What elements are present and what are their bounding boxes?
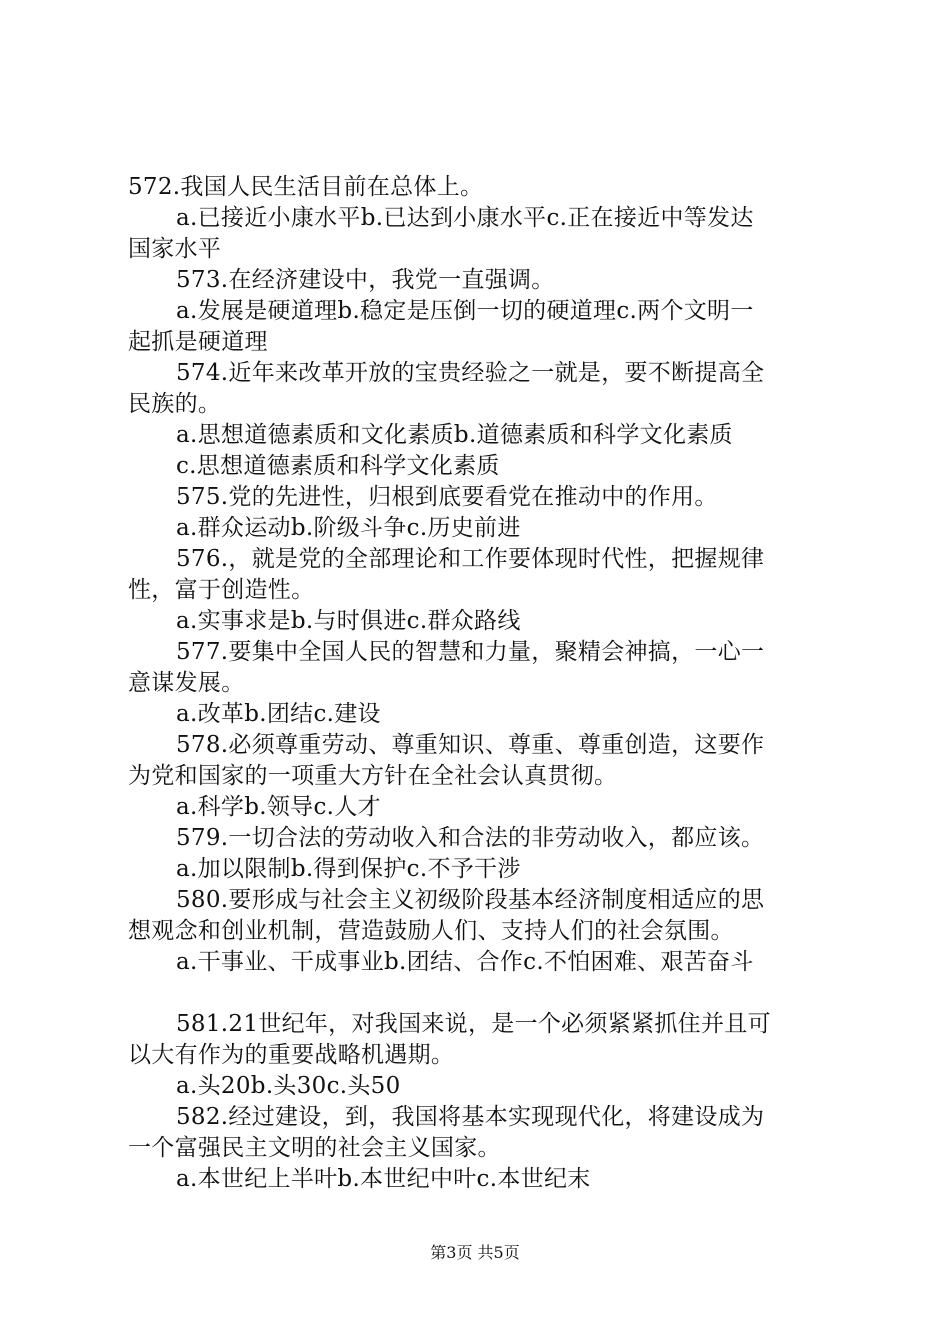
options-576: a.实事求是b.与时俱进c.群众路线 bbox=[176, 608, 521, 634]
options-574-cont: c.思想道德素质和科学文化素质 bbox=[176, 453, 500, 479]
question-580-cont: 想观念和创业机制，营造鼓励人们、支持人们的社会氛围。 bbox=[128, 918, 734, 944]
question-578: 578.必须尊重劳动、尊重知识、尊重、尊重创造，这要作 bbox=[176, 732, 765, 758]
options-573-cont: 起抓是硬道理 bbox=[128, 329, 268, 355]
options-578: a.科学b.领导c.人才 bbox=[176, 794, 381, 820]
page-footer bbox=[0, 1243, 950, 1263]
paragraph-gap bbox=[128, 978, 834, 1009]
question-572: 572.我国人民生活目前在总体上。 bbox=[128, 174, 484, 200]
question-576: 576.，就是党的全部理论和工作要体现时代性，把握规律 bbox=[176, 546, 765, 572]
question-576-cont: 性，富于创造性。 bbox=[128, 577, 315, 603]
question-574-cont: 民族的。 bbox=[128, 391, 222, 417]
question-573: 573.在经济建设中，我党一直强调。 bbox=[176, 267, 555, 293]
options-579: a.加以限制b.得到保护c.不予干涉 bbox=[176, 856, 521, 882]
options-574: a.思想道德素质和文化素质b.道德素质和科学文化素质 bbox=[176, 422, 733, 448]
document-body bbox=[128, 172, 834, 1195]
options-581: a.头20b.头30c.头50 bbox=[176, 1073, 401, 1099]
question-582-cont: 一个富强民主文明的社会主义国家。 bbox=[128, 1135, 501, 1161]
options-572: a.已接近小康水平b.已达到小康水平c.正在接近中等发达 bbox=[176, 205, 754, 231]
question-574: 574.近年来改革开放的宝贵经验之一就是，要不断提高全 bbox=[176, 360, 765, 386]
options-575: a.群众运动b.阶级斗争c.历史前进 bbox=[176, 515, 521, 541]
options-582: a.本世纪上半叶b.本世纪中叶c.本世纪末 bbox=[176, 1166, 591, 1192]
question-575: 575.党的先进性，归根到底要看党在推动中的作用。 bbox=[176, 484, 718, 510]
question-579: 579.一切合法的劳动收入和合法的非劳动收入，都应该。 bbox=[176, 825, 765, 851]
options-572-cont: 国家水平 bbox=[128, 236, 222, 262]
question-577: 577.要集中全国人民的智慧和力量，聚精会神搞，一心一 bbox=[176, 639, 765, 665]
question-581: 581.21世纪年，对我国来说，是一个必须紧紧抓住并且可 bbox=[176, 1011, 771, 1037]
question-582: 582.经过建设，到，我国将基本实现现代化，将建设成为 bbox=[176, 1104, 765, 1130]
question-578-cont: 为党和国家的一项重大方针在全社会认真贯彻。 bbox=[128, 763, 618, 789]
question-580: 580.要形成与社会主义初级阶段基本经济制度相适应的思 bbox=[176, 887, 765, 913]
page-number: 第3页 共5页 bbox=[430, 1243, 520, 1262]
question-581-cont: 以大有作为的重要战略机遇期。 bbox=[128, 1042, 455, 1068]
question-577-cont: 意谋发展。 bbox=[128, 670, 245, 696]
options-573: a.发展是硬道理b.稳定是压倒一切的硬道理c.两个文明一 bbox=[176, 298, 754, 324]
options-580: a.干事业、干成事业b.团结、合作c.不怕困难、艰苦奋斗 bbox=[176, 949, 754, 975]
options-577: a.改革b.团结c.建设 bbox=[176, 701, 381, 727]
